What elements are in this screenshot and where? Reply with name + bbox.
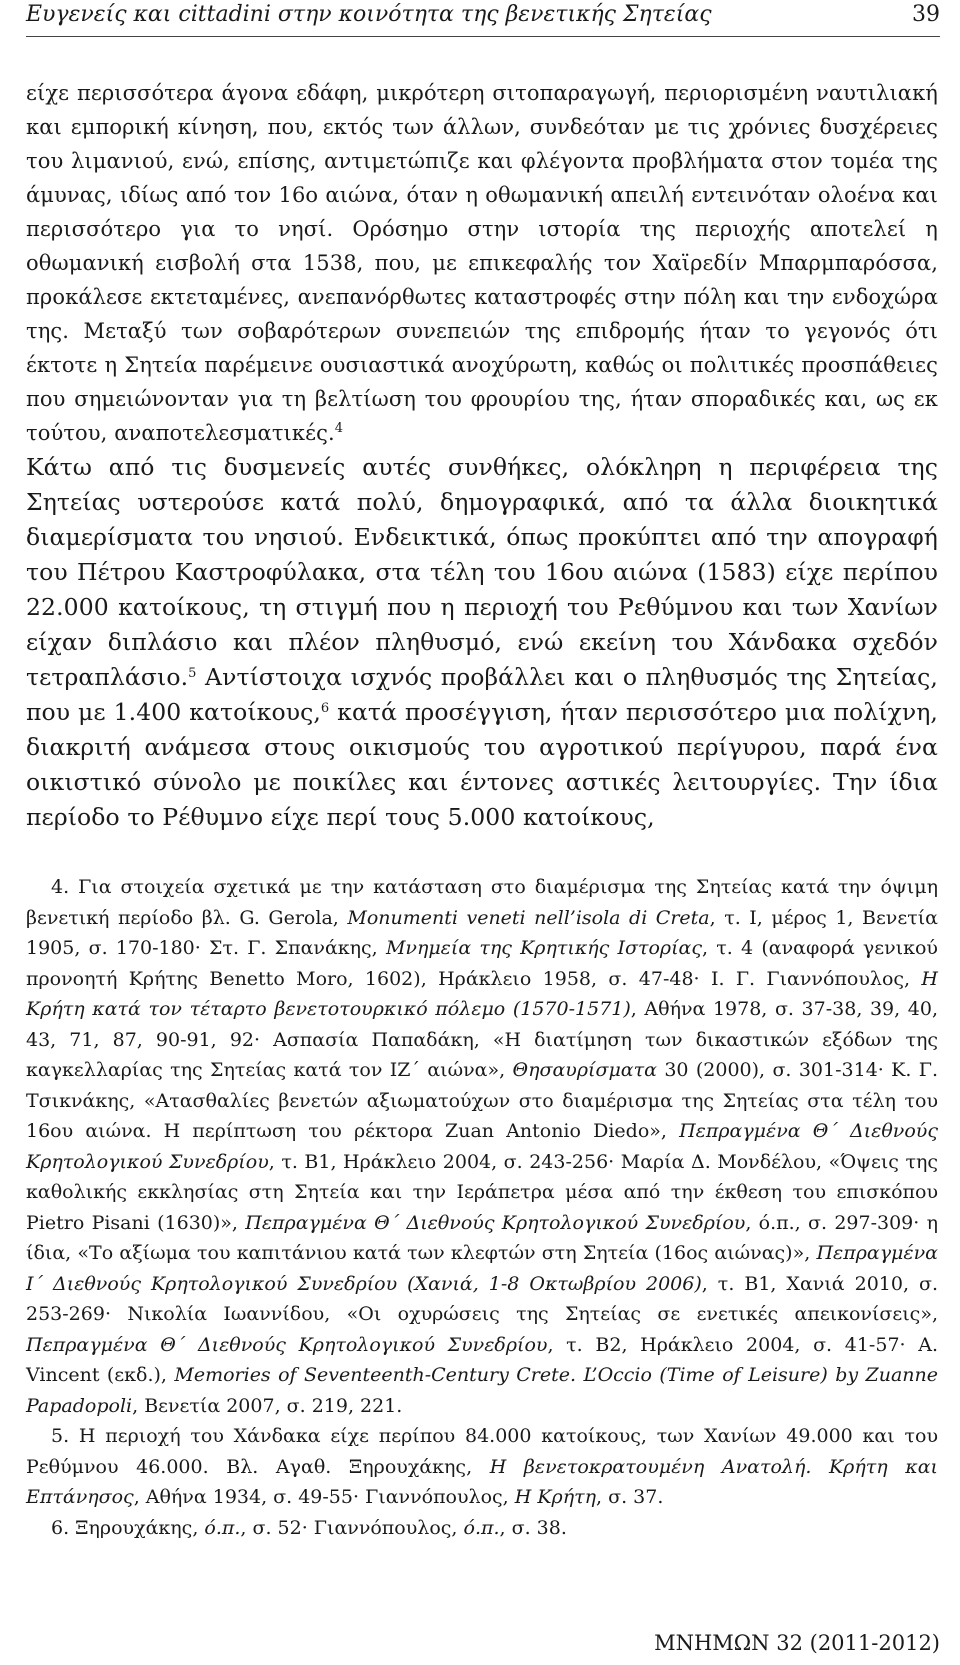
footnote-title: Memories of Seventeenth-Century Crete. L’Occio (Time of Leisure) by Zuanne Papadopoli: [26, 1364, 938, 1417]
footnote-5: [26, 1421, 938, 1513]
footnote-title: Η βενετοκρατουμένη Ανατολή. Κρήτη και Επτάνησος: [26, 1455, 938, 1508]
footnote-text: 4. Για στοιχεία σχετικά με την κατάσταση στο διαμέρισμα της Σητείας κατά την όψιμη βενετική περίοδο βλ. G. Gerola,: [26, 876, 938, 929]
footnotes: [26, 872, 938, 1543]
footnote-title: Πεπραγμένα Θ΄ Διεθνούς Κρητολογικού Συνεδρίου: [26, 1120, 938, 1173]
footnote-title: ό.π.: [204, 1516, 241, 1539]
body-paragraph-4: κατά προσέγγιση, ήταν περισσότερο μια πολίχνη, διακριτή ανάμεσα στους οικισμούς του αγροτικού περίγυρου, παρά ένα οικιστικό σύνολο με ποικίλες και έντονες αστικές λειτουργίες. Την ίδια περίοδο το Ρέθυμνο είχε περί τους 5.000 κατοίκους,: [26, 698, 939, 831]
footnote-title: Πεπραγμένα Θ΄ Διεθνούς Κρητολογικού Συνεδρίου: [245, 1211, 746, 1234]
footnote-text: , σ. 38.: [499, 1516, 567, 1539]
journal-footer: ΜΝΗΜΩΝ 32 (2011-2012): [654, 1631, 940, 1655]
footnote-text: , Αθήνα 1934, σ. 49-55· Γιαννόπουλος,: [133, 1486, 515, 1508]
body-paragraph-3: Αντίστοιχα ισχνός προβάλλει και ο πληθυσμός της Σητείας, που με 1.400 κατοίκους,: [26, 663, 938, 726]
page-number: 39: [912, 2, 940, 27]
footnote-title: Πεπραγμένα Θ΄ Διεθνούς Κρητολογικού Συνεδρίου: [26, 1333, 548, 1356]
body-paragraph-1: είχε περισσότερα άγονα εδάφη, μικρότερη σιτοπαραγωγή, περιορισμένη ναυτιλιακή και εμπορική κίνηση, που, εκτός των άλλων, συνδεόταν με τις χρόνιες δυσχέρειες του λιμανιού, ενώ, επίσης, αντιμετώπιζε και φλέγοντα προβλήματα στον τομέα της άμυνας, ιδίως από τον 16ο αιώνα, όταν η οθωμανική απειλή εντεινόταν ολοένα και περισσότερο για το νησί. Ορόσημο στην ιστορία της περιοχής αποτελεί η οθωμανική εισβολή στα 1538, που, με επικεφαλής τον Χαϊρεδίν Μπαρμπαρόσσα, προκάλεσε εκτεταμένες, ανεπανόρθωτες καταστροφές στην πόλη και την ενδοχώρα της. Μεταξύ των σοβαρότερων συνεπειών της επιδρομής ήταν το γεγονός ότι έκτοτε η Σητεία παρέμεινε ουσιαστικά ανοχύρωτη, καθώς οι πολιτικές προσπάθειες που σημειώνονταν για τη βελτίωση του φρουρίου της, ήταν σποραδικές και, ως εκ τούτου, αναποτελεσματικές.: [26, 81, 938, 445]
running-title: Ευγενείς και cittadini στην κοινότητα της βενετικής Σητείας: [26, 2, 712, 27]
footnote-text: , τ. I, μέρος 1, Βενετία 1905, σ. 170-180· Στ. Γ. Σπανάκης,: [26, 906, 938, 959]
footnote-6: [26, 1513, 938, 1544]
footnote-text: , σ. 37.: [596, 1486, 664, 1508]
footnote-text: 5. Η περιοχή του Χάνδακα είχε περίπου 84.000 κατοίκους, των Χανίων 49.000 και του Ρεθύμνου 46.000. Βλ. Αγαθ. Ξηρουχάκης,: [26, 1425, 938, 1478]
footnote-title: Πεπραγμένα Ι΄ Διεθνούς Κρητολογικού Συνεδρίου (Χανιά, 1-8 Οκτωβρίου 2006): [26, 1242, 938, 1295]
footnote-ref-4: 4: [334, 421, 344, 436]
footnote-title: Η Κρήτη: [514, 1486, 597, 1508]
footnote-text: , Αθήνα 1978, σ. 37-38, 39, 40, 43, 71, 87, 90-91, 92· Ασπασία Παπαδάκη, «Η διατίμηση των δικαστικών εξόδων της καγκελλαρίας της Σητείας κατά τον ΙΖ΄ αιώνα»,: [26, 998, 938, 1081]
footnote-text: , τ. Β1, Ηράκλειο 2004, σ. 243-256· Μαρία Δ. Μονδέλου, «Όψεις της καθολικής εκκλησίας στη Σητεία και την Ιεράπετρα μέσα από την έκθεση του επισκόπου Pietro Pisani (1630)»,: [26, 1150, 939, 1234]
footnote-title: Monumenti veneti nell’isola di Creta: [347, 906, 710, 929]
footnote-text: 30 (2000), σ. 301-314· Κ. Γ. Τσικνάκης, «Ατασθαλίες βενετών αξιωματούχων στο διαμέρισμα της Σητείας στα τέλη του 16ου αιώνα. Η περίπτωση του ρέκτορα Zuan Antonio Diedo»,: [26, 1059, 939, 1142]
footnote-title: ό.π.: [463, 1516, 500, 1539]
footnote-text: , Βενετία 2007, σ. 219, 221.: [132, 1394, 403, 1417]
footnote-text: , σ. 52· Γιαννόπουλος,: [240, 1516, 464, 1539]
footnote-title: Θησαυρίσματα: [512, 1059, 657, 1081]
header-rule: [26, 36, 940, 37]
footnote-text: , τ. 4 (αναφορά γενικού προνοητή Κρήτης Benetto Moro, 1602), Ηράκλειο 1958, σ. 47-48· Ι. Γ. Γιαννόπουλος,: [26, 937, 938, 990]
footnote-ref-5: 5: [188, 666, 197, 681]
body-paragraph-2: Κάτω από τις δυσμενείς αυτές συνθήκες, ολόκληρη η περιφέρεια της Σητείας υστερούσε κατά πολύ, δημογραφικά, από τα άλλα διοικητικά διαμερίσματα του νησιού. Ενδεικτικά, όπως προκύπτει από την απογραφή του Πέτρου Καστροφύλακα, στα τέλη του 16ου αιώνα (1583) είχε περίπου 22.000 κατοίκους, τη στιγμή που η περιοχή του Ρεθύμνου και των Χανίων είχαν διπλάσιο και πλέον πληθυσμό, ενώ εκείνη του Χάνδακα σχεδόν τετραπλάσιο.: [26, 453, 938, 691]
footnote-text: 6. Ξηρουχάκης,: [51, 1516, 205, 1539]
footnote-title: Μνημεία της Κρητικής Ιστορίας: [385, 937, 703, 959]
body-text: [26, 76, 938, 835]
footnote-text: , τ. Β1, Χανιά 2010, σ. 253-269· Νικολία Ιωαννίδου, «Οι οχυρώσεις της Σητείας σε ενετικές απεικονίσεις»,: [26, 1272, 939, 1325]
footnote-text: , τ. Β2, Ηράκλειο 2004, σ. 41-57· A. Vincent (εκδ.),: [26, 1333, 938, 1386]
footnote-4: [26, 872, 938, 1421]
footnote-text: , ό.π., σ. 297-309· η ίδια, «Το αξίωμα του καπιτάνιου κατά των κλεφτών στη Σητεία (16ος αιώνας)»,: [26, 1211, 938, 1264]
running-head: [26, 0, 940, 30]
footnote-ref-6: 6: [320, 701, 330, 716]
footnote-title: Η Κρήτη κατά τον τέταρτο βενετοτουρκικό πόλεμο (1570-1571): [26, 967, 938, 1020]
